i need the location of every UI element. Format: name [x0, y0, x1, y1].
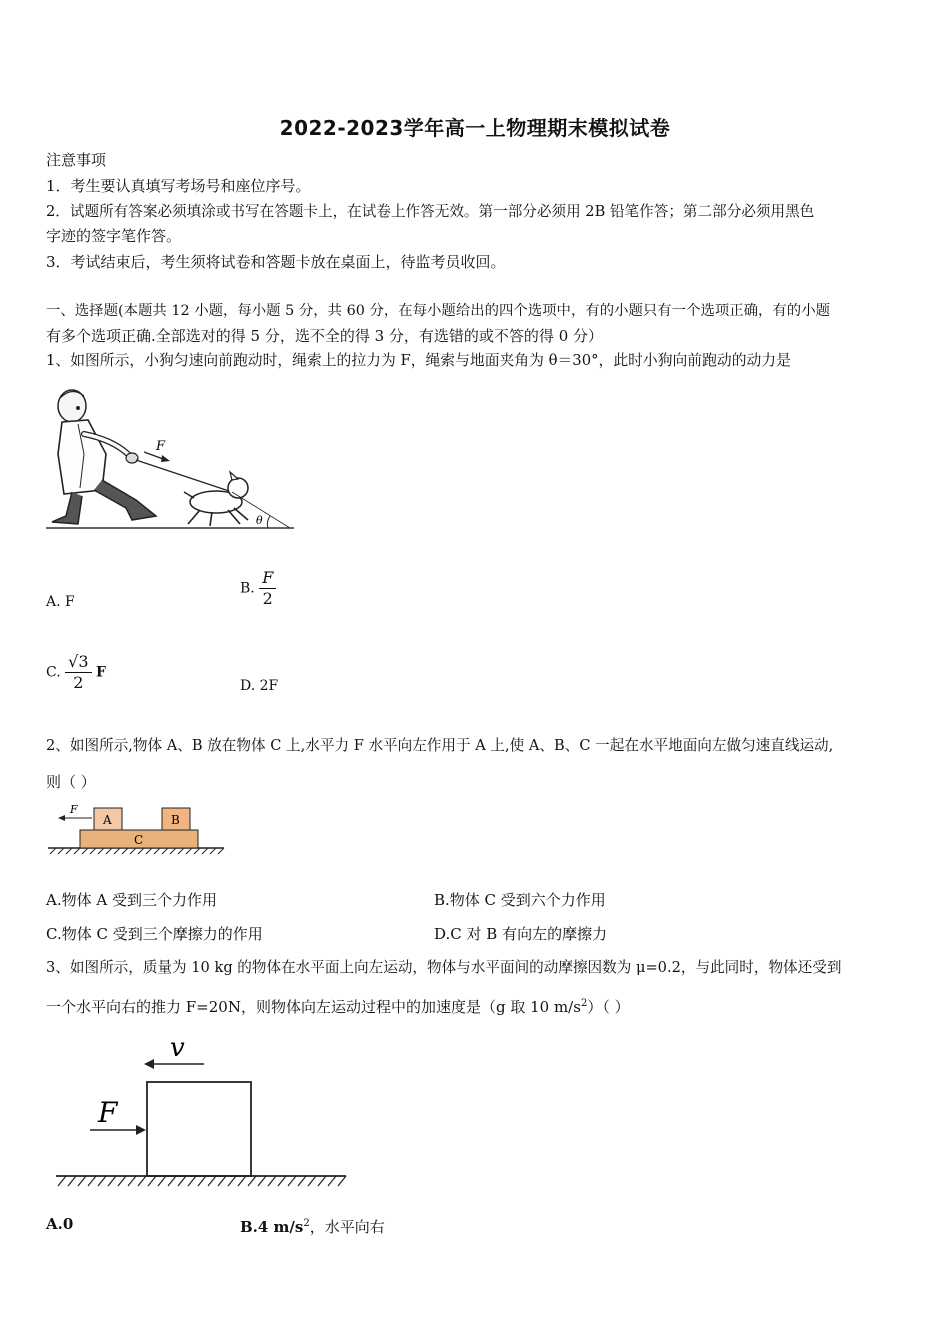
q3-option-a: A.0 [46, 1215, 74, 1233]
section-instructions: 一、选择题(本题共 12 小题，每小题 5 分，共 60 分，在每小题给出的四个选项中，有的小题只有一个选项正确，有的小题 [46, 303, 830, 319]
block-force-figure [54, 1034, 350, 1192]
section-instructions-cont: 有多个选项正确.全部选对的得 5 分，选不全的得 3 分，有选错的或不答的得 0 分） [46, 327, 604, 345]
q1-option-b-label: B. [240, 580, 255, 597]
question-2-text: 2、如图所示,物体 A、B 放在物体 C 上,水平力 F 水平向左作用于 A 上,使 A、B、C 一起在水平地面向左做匀速直线运动, [46, 737, 834, 754]
q1-option-a: A. F [46, 594, 75, 610]
notice-heading: 注意事项 [46, 151, 107, 169]
q1-option-b-fraction [259, 568, 276, 609]
superscript: 2 [580, 998, 588, 1009]
force-label: F [156, 439, 166, 454]
block-c-label: C [134, 833, 144, 847]
fraction-denominator: 2 [73, 673, 84, 692]
notice-item-2-cont: 字迹的签字笔作答。 [46, 227, 182, 245]
blocks-figure [46, 800, 226, 858]
fraction-numerator: F [259, 568, 276, 589]
notice-item-1: 1．考生要认真填写考场号和座位序号。 [46, 177, 311, 195]
q2-option-c: C.物体 C 受到三个摩擦力的作用 [46, 925, 263, 943]
page-title: 2022-2023学年高一上物理期末模拟试卷 [279, 116, 671, 140]
fraction-denominator: 2 [262, 589, 273, 608]
notice-item-3: 3．考试结束后，考生须将试卷和答题卡放在桌面上，待监考员收回。 [46, 253, 506, 271]
force-label: F [98, 1096, 118, 1129]
q2-option-b: B.物体 C 受到六个力作用 [434, 891, 606, 909]
q1-option-b [240, 568, 276, 609]
question-1-text: 1、如图所示，小狗匀速向前跑动时，绳索上的拉力为 F，绳索与地面夹角为 θ＝30°，此时小狗向前跑动的动力是 [46, 352, 791, 369]
q2-option-a: A.物体 A 受到三个力作用 [46, 891, 217, 909]
angle-label: θ [256, 514, 263, 527]
velocity-label: v [170, 1034, 185, 1063]
fraction-numerator: √3 [65, 652, 91, 673]
q1-option-c-fraction [65, 652, 91, 693]
q1-option-d: D. 2F [240, 678, 279, 694]
q3-option-b-tail: ，水平向右 [309, 1218, 385, 1236]
question-2-text-cont: 则（ ） [46, 773, 96, 791]
q3-option-b-value: B.4 m/s [240, 1218, 304, 1236]
question-3-text-tail: ）（ ） [587, 998, 630, 1016]
block-b-label: B [171, 813, 180, 827]
question-3-text-main: 一个水平向右的推力 F=20N，则物体向左运动过程中的加速度是（g 取 10 m/s [46, 998, 581, 1016]
q1-option-c-tail: F [95, 664, 106, 681]
question-3-text-cont [46, 992, 630, 1019]
block-a-label: A [103, 813, 112, 827]
q1-option-c [46, 652, 106, 693]
superscript: 2 [303, 1218, 310, 1229]
q2-option-d: D.C 对 B 有向左的摩擦力 [434, 925, 608, 943]
q3-option-b [240, 1212, 385, 1239]
force-label: F [70, 803, 78, 816]
dog-walking-figure [44, 384, 296, 534]
question-3-text: 3、如图所示，质量为 10 kg 的物体在水平面上向左运动，物体与水平面间的动摩擦因数为 μ=0.2，与此同时，物体还受到 [46, 959, 842, 976]
notice-item-2: 2．试题所有答案必须填涂或书写在答题卡上，在试卷上作答无效。第一部分必须用 2B 铅笔作答；第二部分必须用黑色 [46, 203, 815, 220]
q1-option-c-label: C. [46, 664, 61, 681]
